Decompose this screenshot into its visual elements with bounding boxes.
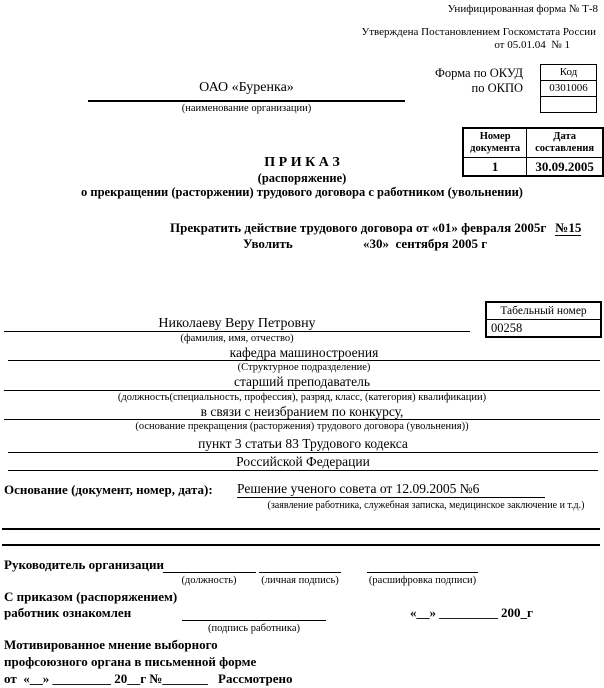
position-caption: (должность(специальность, профессия), разряд, класс, (категория) квалификации) — [117, 392, 487, 403]
director-signature-caption: (личная подпись) — [261, 575, 339, 586]
reason-value[interactable]: в связи с неизбранием по конкурсу, — [200, 404, 404, 419]
reason-caption: (основание прекращения (расторжения) трудового договора (увольнения)) — [135, 421, 469, 432]
tab-number-label: Табельный номер — [487, 303, 600, 320]
director-position-caption: (должность) — [181, 575, 237, 586]
department-value[interactable]: кафедра машиностроения — [229, 345, 379, 360]
approval-line1: Утверждена Постановлением Госкомстата России — [361, 26, 596, 38]
okud-label: Форма по ОКУД — [435, 66, 523, 80]
basis-blank-line-1[interactable] — [2, 528, 600, 530]
org-name-caption: (наименование организации) — [181, 103, 312, 114]
code-box-header: Код — [559, 66, 578, 78]
law-line2-rule — [8, 470, 598, 471]
approval-note — [361, 26, 596, 52]
position-line — [4, 390, 600, 391]
form-note: Унифицированная форма № Т-8 — [447, 3, 598, 15]
basis-caption: (заявление работника, служебная записка, медицинское заключение и т.д.) — [267, 500, 585, 511]
law-line2-value[interactable]: Российской Федерации — [236, 454, 370, 469]
union-line1: Мотивированное мнение выборного — [4, 637, 218, 652]
dismiss-date-value[interactable]: «30» сентября 2005 г — [363, 236, 488, 251]
basis-value[interactable]: Решение ученого совета от 12.09.2005 №6 — [237, 481, 545, 498]
contract-number-value[interactable]: №15 — [555, 220, 582, 235]
director-position-line[interactable] — [163, 572, 256, 573]
director-signature-line[interactable] — [259, 572, 341, 573]
doc-number-header: Номер документа — [463, 128, 527, 158]
basis-blank-line-2[interactable] — [2, 544, 600, 546]
doc-date-value[interactable]: 30.09.2005 — [527, 158, 603, 177]
order-subtitle: (распоряжение) — [257, 171, 347, 185]
employee-name-caption: (фамилия, имя, отчество) — [180, 333, 294, 344]
code-box — [540, 64, 597, 113]
basis-label: Основание (документ, номер, дата): — [4, 482, 213, 497]
tab-number-value[interactable]: 00258 — [491, 321, 523, 335]
order-subject: о прекращении (расторжении) трудового договора с работником (увольнении) — [81, 185, 523, 199]
reason-line — [4, 419, 600, 420]
employee-name-line — [4, 331, 470, 332]
code-labels — [435, 66, 523, 96]
ack-date-blank[interactable]: «__» _________ 200_г — [410, 605, 533, 620]
position-value[interactable]: старший преподаватель — [233, 374, 371, 389]
union-line3[interactable]: от «__» _________ 20__г №_______ — [4, 671, 208, 686]
law-line1-rule — [8, 452, 598, 453]
ack-line1: С приказом (распоряжением) — [4, 589, 178, 604]
org-name-line — [88, 100, 405, 102]
ack-caption: (подпись работника) — [207, 623, 300, 634]
director-label: Руководитель организации — [4, 557, 164, 572]
employee-name-value[interactable]: Николаеву Веру Петровну — [158, 316, 316, 331]
director-name-line[interactable] — [367, 572, 478, 573]
ack-line2: работник ознакомлен — [4, 605, 132, 620]
doc-number-value[interactable]: 1 — [463, 158, 527, 177]
org-name-value[interactable]: ОАО «Буренка» — [199, 80, 294, 95]
dismiss-label: Уволить — [243, 236, 293, 251]
law-line1-value[interactable]: пункт 3 статьи 83 Трудового кодекса — [198, 436, 408, 451]
terminate-text: Прекратить действие трудового договора от «01» февраля 2005г — [170, 220, 547, 235]
doc-date-header: Дата составления — [527, 128, 603, 158]
ack-signature-line[interactable] — [182, 620, 326, 621]
tab-number-box — [485, 301, 602, 338]
department-caption: (Структурное подразделение) — [237, 362, 371, 373]
okpo-code-value[interactable] — [541, 96, 596, 112]
okud-code-value[interactable]: 0301006 — [541, 80, 596, 96]
terminate-line — [170, 220, 581, 235]
union-status: Рассмотрено — [218, 671, 293, 686]
order-title: П Р И К А З — [264, 155, 340, 170]
director-name-caption: (расшифровка подписи) — [368, 575, 477, 586]
department-line — [8, 360, 600, 361]
union-line2: профсоюзного органа в письменной форме — [4, 654, 257, 669]
okpo-label: по ОКПО — [471, 81, 523, 95]
approval-line2: от 05.01.04 № 1 — [494, 39, 570, 51]
